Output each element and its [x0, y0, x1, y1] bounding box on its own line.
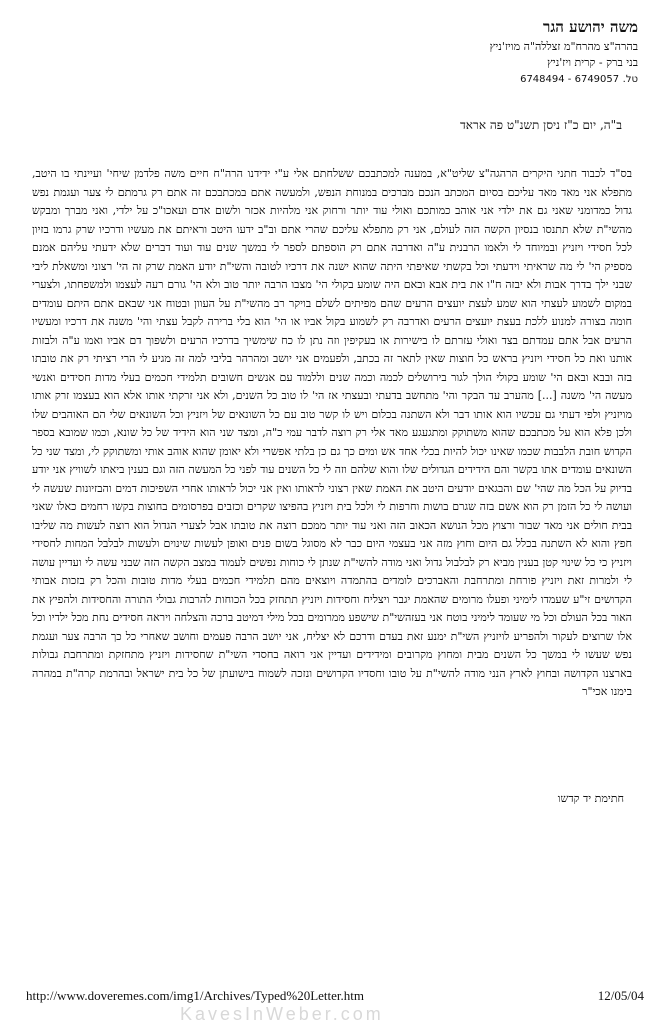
letter-date: ב"ה, יום כ"ז ניסן תשנ"ט פה אראד	[459, 118, 622, 132]
footer-url: http://www.doveremes.com/img1/Archives/Typed%20Letter.htm	[26, 988, 364, 1003]
letter-paragraph: בס"ד לכבוד חתני היקרים הרהגה"צ שליט"א, במענה למכתבכם ששלחתם אלי ע"י ידידנו הרה"ח חיים משה פלדמן שיחי' ועיינתי בו היטב, מתפלא אני מאד מאד עליכם בסיום המכתב הנכם מברכים במנוחת הנפש, ולמעשה אתם במכתבכם זה אתם רק גרמתם לי צער ועגמת נפש גדול כמדומני שאני גם את ילדי אני אוהב כמותכם ואולי עוד יותר ורחוק אני מלהיות אכזר ולשום אדם ועאכו"כ על ילדי, ואני מברך ומבקש מהשי"ת שלא תתנסו בנסיון הקשה הזה לעולם, אני רק מתפלא עליכם שהרי אתם וב"ב ידעו היטב וראיתם את מעשיו ודרכיו שרק גרמו בזיון לכל חסידי ויזניץ ובמיוחד לי ולאמו הרבנית ע"ה ואדרבה אתם רק הוספתם לספר לי במשך שנים עוד ועוד דברים שלא ידעתי עליהם אמנם מספיק הי' לי מה שראיתי וידעתי וכל בקשתי שאיפתי היתה שהוא ישנה את דרכיו לטובה והשי"ת יודע האמת שרק זה הי' רצוני ומשאלת ליבי שבני ילך בדרך אבות ולא יבזה ח"ו את בית אבא ובאם היה שומע בקולי הי' מצבו הרבה יותר טוב ולא הי' גורם רעה לעצמו ולמשפחתו, ולצערי במקום לשמוע לעצתי הוא שמע לעצת יועצים הרעים שהם מפיתים לשלם בויקר רב מהשי"ת על העוון ובטוח אני שבאם אתם היתם עומדים חומה בצורה למנוע ללכת בעצת יועצים הרעים ואדרבה רק לשמוע בקול אביו או הי' הוא בלי ברירה לקבל עצתי והי' משנה את דרכיו ומעשיו הרעים אבל אתם עמדתם בצד ואולי עזרתם לו בישירות או בעקיפין וזה נתן לו כח שימשיך בדרכיו הרעים ולשפוך דם אביו ואמו ע"ה ולבזות אותנו ואת כל חסידי ויזניץ בראש כל חוצות שאין לתאר זה בכתב, ולפעמים אני יושב ומהרהר בליבי למה זה מגיע לי הרי רציתי רק את טובתו בזה ובבא ובאם הי' שומע בקולי הולך לגור בירושלים לכמה וכמה שנים וללמוד עם אנשים חשובים תלמידי חכמים בעלי מדות חסידים ואנשי מעשה הי' משנה [...] מהערב עד הבקר והי' מתחשב בדעתי ובעצתי אז הי' לו טוב כל השנים, ולא אני זרקתי אותו אלא הוא בעצמו זרק אותו מויזניץ ולפי דעתי גם עכשיו הוא אותו דבר ולא השתנה בכלום ויש לו קשר טוב עם כל השונאים של ויזניץ וכל השונאים שלי הם האוהבים שלו ולכן פלא הוא על מכתבכם שהוא משתוקק ומתגעגע מאד אלי רק רוצה לדבר עמי כ"ה, ומצד שני הוא הידיד של כל שונא, וכמו שמובא בספר הקדוש חובת הלבבות שכמו שאינו יכול להיות בכלי אחד אש ומים כך גם כן בלתי אפשרי ולא יאומן שהוא אוהב אותי ומשתוקק לי, ומצד שני כל השונאים עומדים אתו בקשר והם הידידים הגדולים שלו והוא שלהם וזה לי כל השנים עוד לפני כל המעשה הזה וגם בענין ביאתו לשוויץ אני יודע בדיוק על הכל מה שהי' שם והבגאים יודעים היטב את האמת שאין רצוני לראותו ואין אני יכול לראותו אחרי השפיכות דמים והבזיונות שעשה לי ועושה לי כל הזמן רק הוא אשם בזה שגרם בושות וחרפות לי ולכל בית ויזניץ בהפיצו שקרים וכזבים בפרסומים בחוצות בקשו רחמים כאלו שאני בבית חולים אני מאד שבור ורצוץ מכל הנושא הכאוב הזה ואני עוד יותר ממכם רוצה את טובתו אבל לצערי הגדול הוא רוצה לעשות מה שליבו חפץ והוא לא השתנה בכלל גם היום וחוץ מזה אני בעצמי היום כבר לא מסוגל בשום פנים ואופן לעשות שינוים ולעשות לבלבל המחות לחסידי ויזניץ כי כל שינוי קטן בענין מביא רק לבלבול גדול ואני מודה להשי"ת שנתן לי כוחות נפשים לעמוד במצב הקשה הזה שבני עשה לי ועדיין עושה לי ולמרות זאת ויזניץ פורחת ומתרחבת והאברכים לומדים בהתמדה ויוצאים מהם תלמידי חכמים בעלי מדות טובות והכל רק בזכות אבותי הקדושים זי"ע שעמדו לימיני ופעלו מרומים שהאמת יגבר ויצליח וחסידות ויזניץ תתחזק בכל הכוחות להרבות גבולי התורה והחסידות ולהפיץ את האור בכל העולם וכל מי שעומד לימיני בוטח אני בעזהשי"ת שישפע ממרומים בכל מילי דמיטב ברכה והצלחה ויראה חסידים נחת מכל ילדיו וכל אלו שרוצים לעקור ולהפריע לויזניץ השי"ת ימנע זאת בעדם ודרכם לא יצליח, אני יושב הרבה פעמים וחושב שאחרי כל כך הרבה צער ועגמת נפש שעשו לי במשך כל השנים מבית ומחוץ מקרובים ומידידים ועדיין אני רואה בחסדי השי"ת שחסידות ויזניץ מתחזקת ומתרחבת גבולות בארצנו הקדושה ובחוץ לארץ הנני מודה להשי"ת על טובו וחסדיו הקדושים ונזכה לשמוח בישועתן של כל בית ישראל ובהרמת קרה"ת במהרה בימנו אכי"ר	[32, 167, 632, 698]
letterhead	[278, 18, 638, 88]
signature-line: חתימת יד קדשו	[557, 792, 624, 805]
sender-address: בני ברק - קרית ויז'ניץ	[547, 56, 638, 69]
phone-label: טל.	[622, 74, 638, 85]
letter-body	[32, 165, 632, 702]
sender-name: משה יהושע הגר	[542, 18, 638, 36]
sender-lineage: בהרה"צ מהרח"מ זצללה"ה מויז'ניץ	[489, 40, 638, 53]
phone-numbers: 6749057 - 6748494	[520, 74, 620, 85]
watermark: KavesInWeber.com	[180, 1004, 384, 1024]
sender-phone	[278, 71, 638, 88]
footer-date: 12/05/04	[597, 988, 644, 1003]
